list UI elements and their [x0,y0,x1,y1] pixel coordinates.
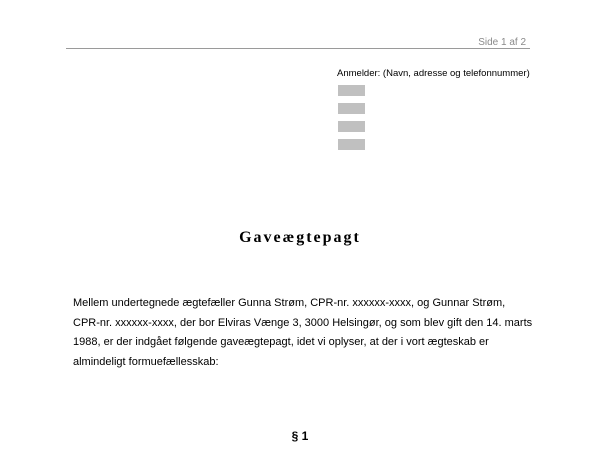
page-indicator: Side 1 af 2 [478,37,526,48]
document-title: Gaveægtepagt [239,229,361,246]
applicant-field-1[interactable] [338,85,365,96]
applicant-label: Anmelder: (Navn, adresse og telefonnummer) [337,68,530,79]
section-1-heading: § 1 [291,429,309,443]
intro-paragraph: Mellem undertegnede ægtefæller Gunna Strøm, CPR-nr. xxxxxx-xxxx, og Gunnar Strøm, CPR-nr. xxxxxx-xxxx, der bor Elviras Vænge 3, 3000 Helsingør, og som blev gift den 14. marts 1988, er der indgået følgende gaveægtepagt, idet vi oplyser, at der i vort ægteskab er almindeligt formuefællesskab: [73,297,533,368]
applicant-field-4[interactable] [338,139,365,150]
applicant-field-2[interactable] [338,103,365,114]
applicant-field-3[interactable] [338,121,365,132]
header-divider [66,48,530,49]
